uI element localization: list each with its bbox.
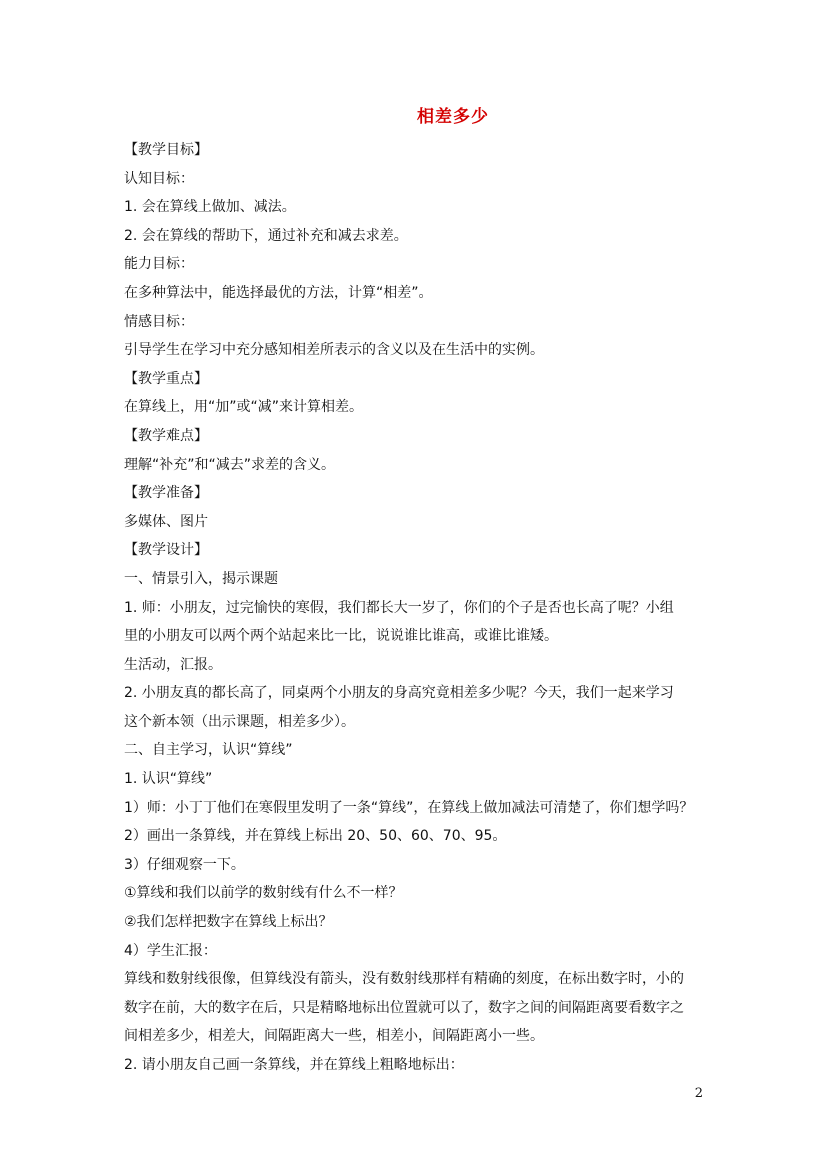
paragraph: 情感目标： — [124, 313, 194, 330]
paragraph: 里的小朋友可以两个两个站起来比一比，说说谁比谁高，或谁比谁矮。 — [124, 628, 558, 645]
paragraph: 2）画出一条算线，并在算线上标出 20、50、60、70、95。 — [124, 828, 507, 845]
paragraph: 在多种算法中，能选择最优的方法，计算“相差”。 — [124, 284, 433, 301]
document-title: 相差多少 — [417, 107, 489, 127]
paragraph: 4）学生汇报： — [124, 942, 217, 959]
paragraph: 数字在前，大的数字在后，只是精略地标出位置就可以了，数字之间的间隔距离要看数字之 — [124, 999, 684, 1016]
paragraph: 认知目标： — [124, 170, 194, 187]
paragraph: 1）师：小丁丁他们在寒假里发明了一条“算线”，在算线上做加减法可清楚了，你们想学吗？ — [124, 799, 694, 816]
document-body — [124, 136, 708, 1080]
paragraph: ①算线和我们以前学的数射线有什么不一样？ — [124, 885, 403, 902]
paragraph: 多媒体、图片 — [124, 513, 208, 530]
paragraph: 2. 会在算线的帮助下，通过补充和减去求差。 — [124, 227, 408, 244]
paragraph: 间相差多少，相差大，间隔距离大一些，相差小，间隔距离小一些。 — [124, 1028, 544, 1045]
paragraph: 能力目标： — [124, 256, 194, 273]
paragraph: 1. 会在算线上做加、减法。 — [124, 199, 296, 216]
paragraph: 在算线上，用“加”或“减”来计算相差。 — [124, 399, 364, 416]
section-heading-preparation: 【教学准备】 — [124, 485, 208, 502]
paragraph: 二、自主学习，认识“算线” — [124, 742, 293, 759]
paragraph: 2. 请小朋友自己画一条算线，并在算线上粗略地标出： — [124, 1057, 464, 1073]
section-heading-key-points: 【教学重点】 — [124, 370, 208, 387]
paragraph: 1. 认识“算线” — [124, 771, 213, 788]
paragraph: 这个新本领（出示课题，相差多少）。 — [124, 713, 355, 730]
section-heading-objectives: 【教学目标】 — [124, 142, 208, 158]
paragraph: 算线和数射线很像，但算线没有箭头，没有数射线那样有精确的刻度，在标出数字时，小的 — [124, 971, 684, 988]
paragraph: 3）仔细观察一下。 — [124, 856, 245, 873]
paragraph: 理解“补充”和“减去”求差的含义。 — [124, 456, 336, 473]
section-heading-design: 【教学设计】 — [124, 542, 208, 559]
section-heading-difficulties: 【教学难点】 — [124, 427, 208, 444]
paragraph: 一、情景引入，揭示课题 — [124, 570, 278, 587]
paragraph: ②我们怎样把数字在算线上标出？ — [124, 914, 333, 931]
page-number: 2 — [694, 1086, 703, 1101]
paragraph: 1. 师：小朋友，过完愉快的寒假，我们都长大一岁了，你们的个子是否也长高了呢？小组 — [124, 599, 674, 616]
paragraph: 2. 小朋友真的都长高了，同桌两个小朋友的身高究竟相差多少呢？今天，我们一起来学习 — [124, 685, 674, 702]
paragraph: 生活动，汇报。 — [124, 656, 222, 673]
paragraph: 引导学生在学习中充分感知相差所表示的含义以及在生活中的实例。 — [124, 342, 544, 359]
